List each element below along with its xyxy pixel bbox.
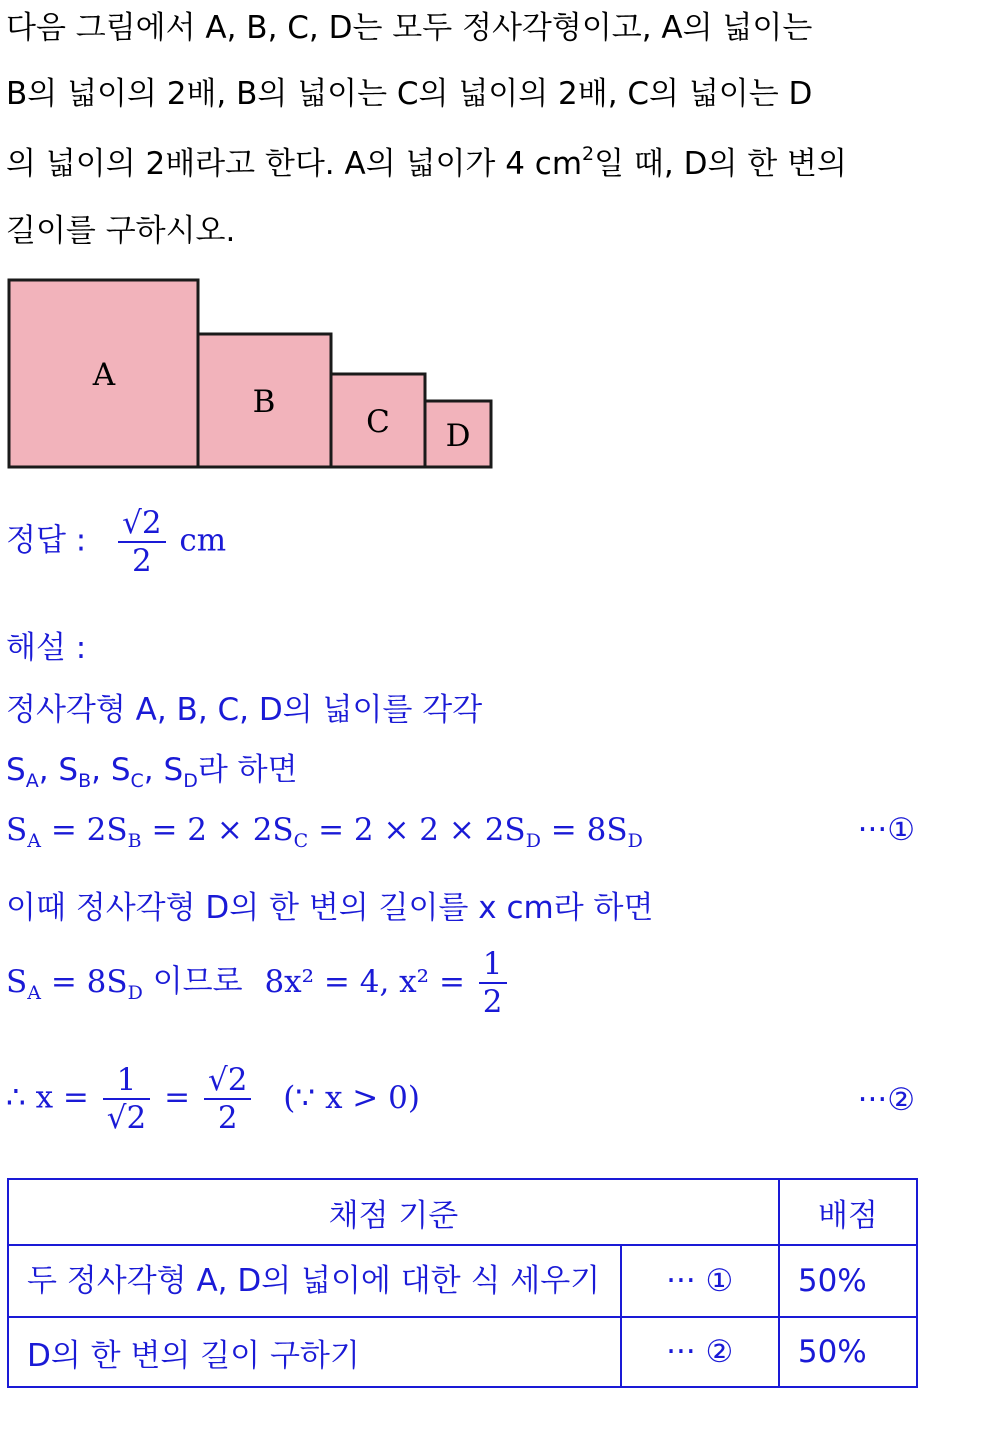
grading-header-score: 배점: [779, 1179, 917, 1245]
marker-2: ···②: [857, 1082, 915, 1118]
cm-superscript: 2: [582, 143, 595, 165]
explanation-line-2: $S_A$, $S_B$, $S_C$, $S_D$라 하면: [6, 752, 298, 792]
problem-line-3: [6, 138, 847, 183]
answer-fraction: [118, 505, 165, 579]
eq3-prefix: ∴ x =: [6, 1079, 89, 1116]
eq3-frac1-den: √2: [103, 1098, 150, 1136]
label-c: C: [366, 404, 390, 440]
problem-line-3-text: 의 넓이의 2배라고 한다. A의 넓이가 4 cm: [6, 146, 583, 182]
eq2-numerator: 1: [482, 946, 503, 982]
eq2-denominator: 2: [479, 982, 507, 1020]
explanation-line-1: 정사각형 A, B, C, D의 넓이를 각각: [6, 692, 483, 728]
grading-criterion-2: D의 한 변의 길이 구하기: [8, 1317, 621, 1387]
answer-line: [6, 505, 226, 579]
problem-line-4: 길이를 구하시오.: [6, 213, 236, 249]
label-b: B: [252, 384, 276, 420]
grading-table: [7, 1178, 918, 1388]
grading-score-2: 50%: [779, 1317, 917, 1387]
explanation-equation-3: [6, 1062, 420, 1136]
eq3-fraction-2: [204, 1062, 251, 1136]
grading-row: [8, 1317, 917, 1387]
eq2-fraction: [479, 946, 507, 1020]
label-a: A: [92, 357, 116, 393]
problem-line-3-rest: 일 때, D의 한 변의: [594, 146, 847, 182]
problem-line-1: 다음 그림에서 A, B, C, D는 모두 정사각형이고, A의 넓이는: [6, 10, 813, 46]
explanation-line-4: 이때 정사각형 D의 한 변의 길이를 x cm라 하면: [6, 890, 654, 926]
grading-header-criterion: 채점 기준: [8, 1179, 779, 1245]
squares-figure: [0, 270, 500, 475]
eq3-frac2-num: √2: [207, 1062, 248, 1098]
grading-marker-1: ··· ①: [621, 1245, 779, 1317]
grading-score-1: 50%: [779, 1245, 917, 1317]
problem-line-2: B의 넓이의 2배, B의 넓이는 C의 넓이의 2배, C의 넓이는 D: [6, 76, 813, 112]
answer-numerator: √2: [122, 505, 162, 541]
marker-1: ···①: [857, 812, 915, 848]
answer-unit: cm: [179, 522, 227, 559]
grading-header-row: [8, 1179, 917, 1245]
answer-label: 정답 :: [6, 522, 87, 559]
answer-denominator: 2: [118, 541, 165, 579]
label-d: D: [445, 418, 471, 454]
eq2-rhs: 8x² = 4, x² =: [264, 963, 465, 1000]
explanation-equation-2: [6, 946, 511, 1020]
eq3-condition: (∵ x > 0): [283, 1079, 420, 1116]
eq3-frac1-num: 1: [116, 1062, 137, 1098]
eq3-equals: =: [164, 1079, 191, 1116]
eq3-frac2-den: 2: [204, 1098, 251, 1136]
grading-row: [8, 1245, 917, 1317]
explanation-label: 해설 :: [6, 630, 87, 666]
explanation-equation-1: $S_A = 2S_B = 2 \times 2S_C = 2 \times 2 \times 2S_D = 8S_D$: [6, 812, 643, 852]
grading-marker-2: ··· ②: [621, 1317, 779, 1387]
eq2-lhs: $S_A = 8S_D$: [6, 963, 143, 1004]
eq2-connector: 이므로: [152, 963, 243, 1000]
eq3-fraction-1: [103, 1062, 150, 1136]
grading-criterion-1: 두 정사각형 A, D의 넓이에 대한 식 세우기: [8, 1245, 621, 1317]
